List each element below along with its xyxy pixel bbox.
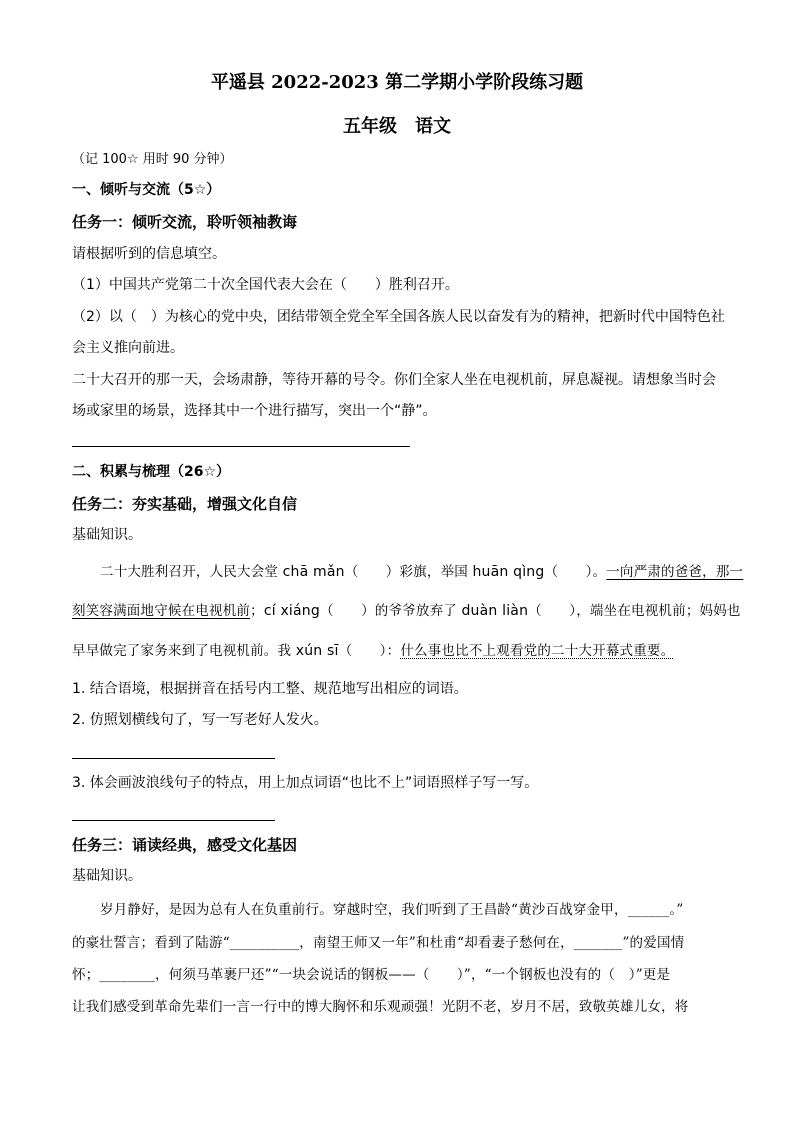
question-2-1: 1. 结合语境，根据拼音在括号内工整、规范地写出相应的词语。: [72, 681, 468, 697]
question-1-1: （1）中国共产党第二十次全国代表大会在（ ）胜利召开。: [72, 277, 459, 293]
section-heading-listening: 一、倾听与交流（5☆）: [72, 182, 221, 198]
underlined-sentence-start: 一向严肃的爸爸，那一: [606, 564, 744, 580]
underlined-sentence-end: 刻笑容满面地守候在电视机前: [72, 603, 251, 619]
exam-title: 平遥县 2022-2023 第二学期小学阶段练习题: [210, 72, 584, 93]
task-two-title: 任务二：夯实基础，增强文化自信: [72, 495, 298, 513]
pinyin-huan-qing: huān qìng: [472, 564, 545, 580]
pinyin-ci-xiang: cí xiáng: [263, 603, 320, 619]
passage-line-1: 二十大胜利召开，人民大会堂 chā mǎn（ ）彩旗，举国 huān qìng（ ）。一向严肃的爸爸，那一: [100, 564, 744, 580]
task-three-label: 基础知识。: [72, 868, 142, 884]
task-three-title: 任务三：诵读经典，感受文化基因: [72, 836, 298, 854]
task-one-title: 任务一：倾听交流，聆听领袖教诲: [72, 213, 298, 231]
passage-line-2: 刻笑容满面地守候在电视机前；cí xiáng（ ）的爷爷放弃了 duàn liàn（ ），端坐在电视机前；妈妈也: [72, 603, 741, 619]
wavy-underlined-sentence: 什么事也比不上观看党的二十大开幕式重要。: [400, 643, 675, 659]
task-one-instruction: 请根据听到的信息填空。: [72, 246, 226, 262]
pinyin-xun-si: xún sī: [295, 643, 339, 659]
exam-subtitle: 五年级 语文: [343, 116, 451, 137]
pinyin-duan-lian: duàn liàn: [461, 603, 529, 619]
poem-passage-line-2: 的豪壮誓言；看到了陆游“__________，南望王师又一年”和杜甫“却看妻子愁何在，_______”的爱国情: [72, 935, 685, 951]
answer-line-3[interactable]: [72, 820, 275, 821]
question-2-3: 3. 体会画波浪线句子的特点，用上加点词语“也比不上”词语照样子写一写。: [72, 775, 539, 791]
answer-line-1[interactable]: [72, 446, 410, 447]
poem-passage-line-4: 让我们感受到革命先辈们一言一行中的博大胸怀和乐观顽强！光阴不老，岁月不居，致敬英雄儿女，将: [72, 999, 689, 1015]
poem-passage-line-1: 岁月静好，是因为总有人在负重前行。穿越时空，我们听到了王昌龄“黄沙百战穿金甲，______。”: [100, 902, 684, 918]
score-time-note: （记 100☆ 用时 90 分钟）: [72, 152, 233, 167]
passage-line-3: 早早做完了家务来到了电视机前。我 xún sī（ ）：什么事也比不上观看党的二十大开幕式重要。: [72, 643, 675, 659]
question-1-3-line1: 二十大召开的那一天，会场肃静，等待开幕的号令。你们全家人坐在电视机前，屏息凝视。请想象当时会: [72, 372, 716, 388]
question-1-2-line1: （2）以（ ）为核心的党中央，团结带领全党全军全国各族人民以奋发有为的精神，把新时代中国特色社: [72, 309, 725, 325]
poem-passage-line-3: 怀；________，何须马革裹尸还”“一块会说话的钢板——（ ）”，“一个钢板也没有的（ ）”更是: [72, 967, 671, 983]
pinyin-cha-man: chā mǎn: [282, 564, 345, 580]
task-two-label: 基础知识。: [72, 527, 142, 543]
answer-line-2[interactable]: [72, 758, 275, 759]
section-heading-accumulation: 二、积累与梳理（26☆）: [72, 464, 231, 480]
question-2-2: 2. 仿照划横线句了，写一写老好人发火。: [72, 712, 328, 728]
question-1-3-line2: 场或家里的场景，选择其中一个进行描写，突出一个“静”。: [72, 403, 437, 419]
question-1-2-line2: 会主义推向前进。: [72, 340, 184, 356]
